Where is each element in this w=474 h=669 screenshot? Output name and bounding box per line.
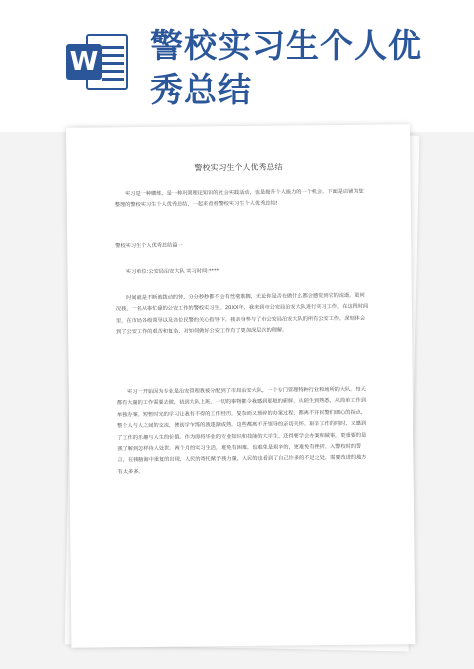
intro-paragraph: 实习是一种磨练，是一种巩固理论知识的社会实践活动，也是提升个人能力的一个机会。下面是店铺为您整理的警校实习生个人优秀总结，一起来看看警校实习生个人优秀总结!: [114, 188, 364, 209]
doc-line: [102, 46, 124, 49]
document-sheet: [66, 124, 415, 648]
body-paragraph-1: 时间就是不断被拨动的钟，分分秒秒都不会有丝毫耽搁，无论你是否在做什么都会感觉到它的流逝。更何况我，一名从事忙碌的公安工作的警校实习生。20XX年，我来到市公安局治安大队进行实习工作，在这段时间里，在市局各级领导以及各位民警的关心指导下，我亲身参与了市公安局治安大队的所有公安工作，深刻体会到了公安工作的艰苦和复杂，对如何做好公安工作有了更加深层次的理解。: [115, 292, 369, 336]
doc-line: [102, 70, 124, 73]
unit-line: 实习单位:公安局治安大队 实习时间:****: [125, 268, 220, 276]
doc-line: [102, 62, 124, 65]
banner-title: 警校实习生个人优秀总结: [150, 26, 422, 109]
document-title: 警校实习生个人优秀总结: [194, 162, 283, 173]
word-document-icon: [66, 34, 128, 90]
section-heading: 警校实习生个人优秀总结篇一: [115, 242, 183, 250]
banner: [0, 0, 474, 132]
doc-line: [102, 78, 124, 81]
body-paragraph-2: 实习一开始因为专业是治安管理我被分配到了市局治安大队，一个专门管理特种行业和场所的大队。每天都有大量的工作需要去做，初到大队上班，一切的事物都令我感到那般的新鲜，从陌生到熟悉，从简单工作到单独办案。短暂时光的学习让我有不得的工作经历，复杂而又琐碎的办案过程，都离不开民警们细心的指点，整个人与人之间的交流，使初学乍练的我逐渐成熟。这些都离不开领导的亲切关怀。艰辛工作的同时，又感到了工作的乐趣与人生的价值。作为即将毕业的专业知识和技能的大学生，还得要学会办案和做事，更重要的是我了解到怎样待人处世。两个月的实习生活，难免有困难，也难免是艰辛的，更难免有挫折。入警校时的誓言，在我脑海中重复的出现，人民的寄托赋予我力量，人民的也看到了自己许多的不足之处，需要改进的地方有太多多。: [116, 386, 367, 476]
word-letter-tile: W: [66, 44, 102, 80]
doc-line: [102, 54, 124, 57]
